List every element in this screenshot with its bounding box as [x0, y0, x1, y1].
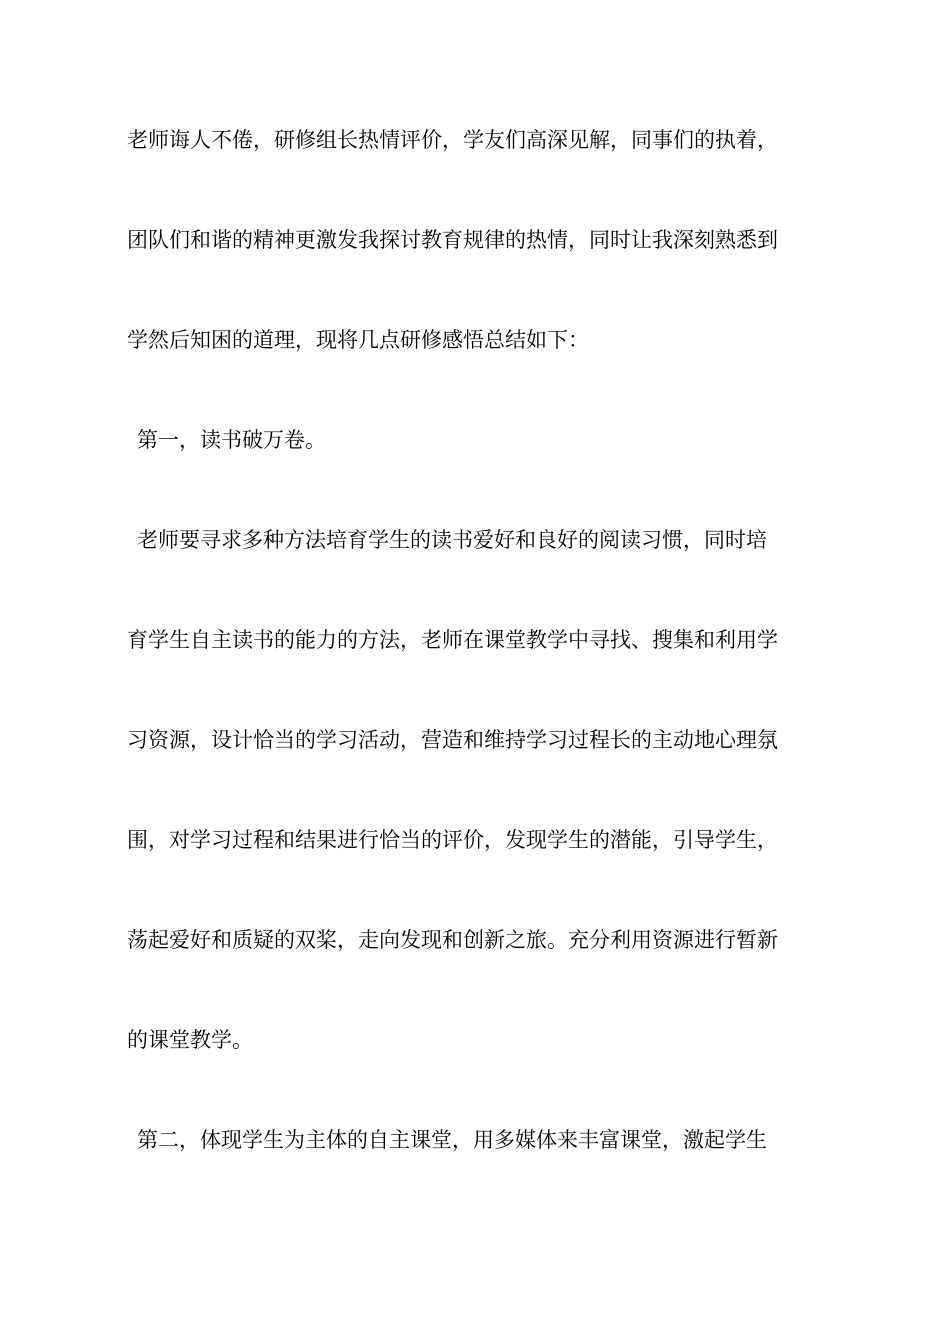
paragraph-line-1: 老师诲人不倦，研修组长热情评价，学友们高深见解，同事们的执着，: [127, 128, 778, 152]
paragraph-line-2: 团队们和谐的精神更激发我探讨教育规律的热情，同时让我深刻熟悉到: [127, 228, 778, 252]
section-heading-first: 第一，读书破万卷。: [137, 428, 326, 452]
paragraph-line-3: 学然后知困的道理，现将几点研修感悟总结如下：: [127, 328, 589, 352]
paragraph-line-10: 的课堂教学。: [127, 1028, 253, 1052]
paragraph-line-5: 老师要寻求多种方法培育学生的读书爱好和良好的阅读习惯，同时培: [137, 528, 767, 552]
paragraph-line-7: 习资源，设计恰当的学习活动，营造和维持学习过程长的主动地心理氛: [127, 728, 778, 752]
paragraph-line-8: 围，对学习过程和结果进行恰当的评价，发现学生的潜能，引导学生，: [127, 828, 778, 852]
paragraph-line-9: 荡起爱好和质疑的双桨，走向发现和创新之旅。充分利用资源进行暂新: [127, 928, 778, 952]
section-heading-second: 第二，体现学生为主体的自主课堂，用多媒体来丰富课堂，激起学生: [137, 1128, 767, 1152]
paragraph-line-6: 育学生自主读书的能力的方法，老师在课堂教学中寻找、搜集和利用学: [127, 628, 778, 652]
